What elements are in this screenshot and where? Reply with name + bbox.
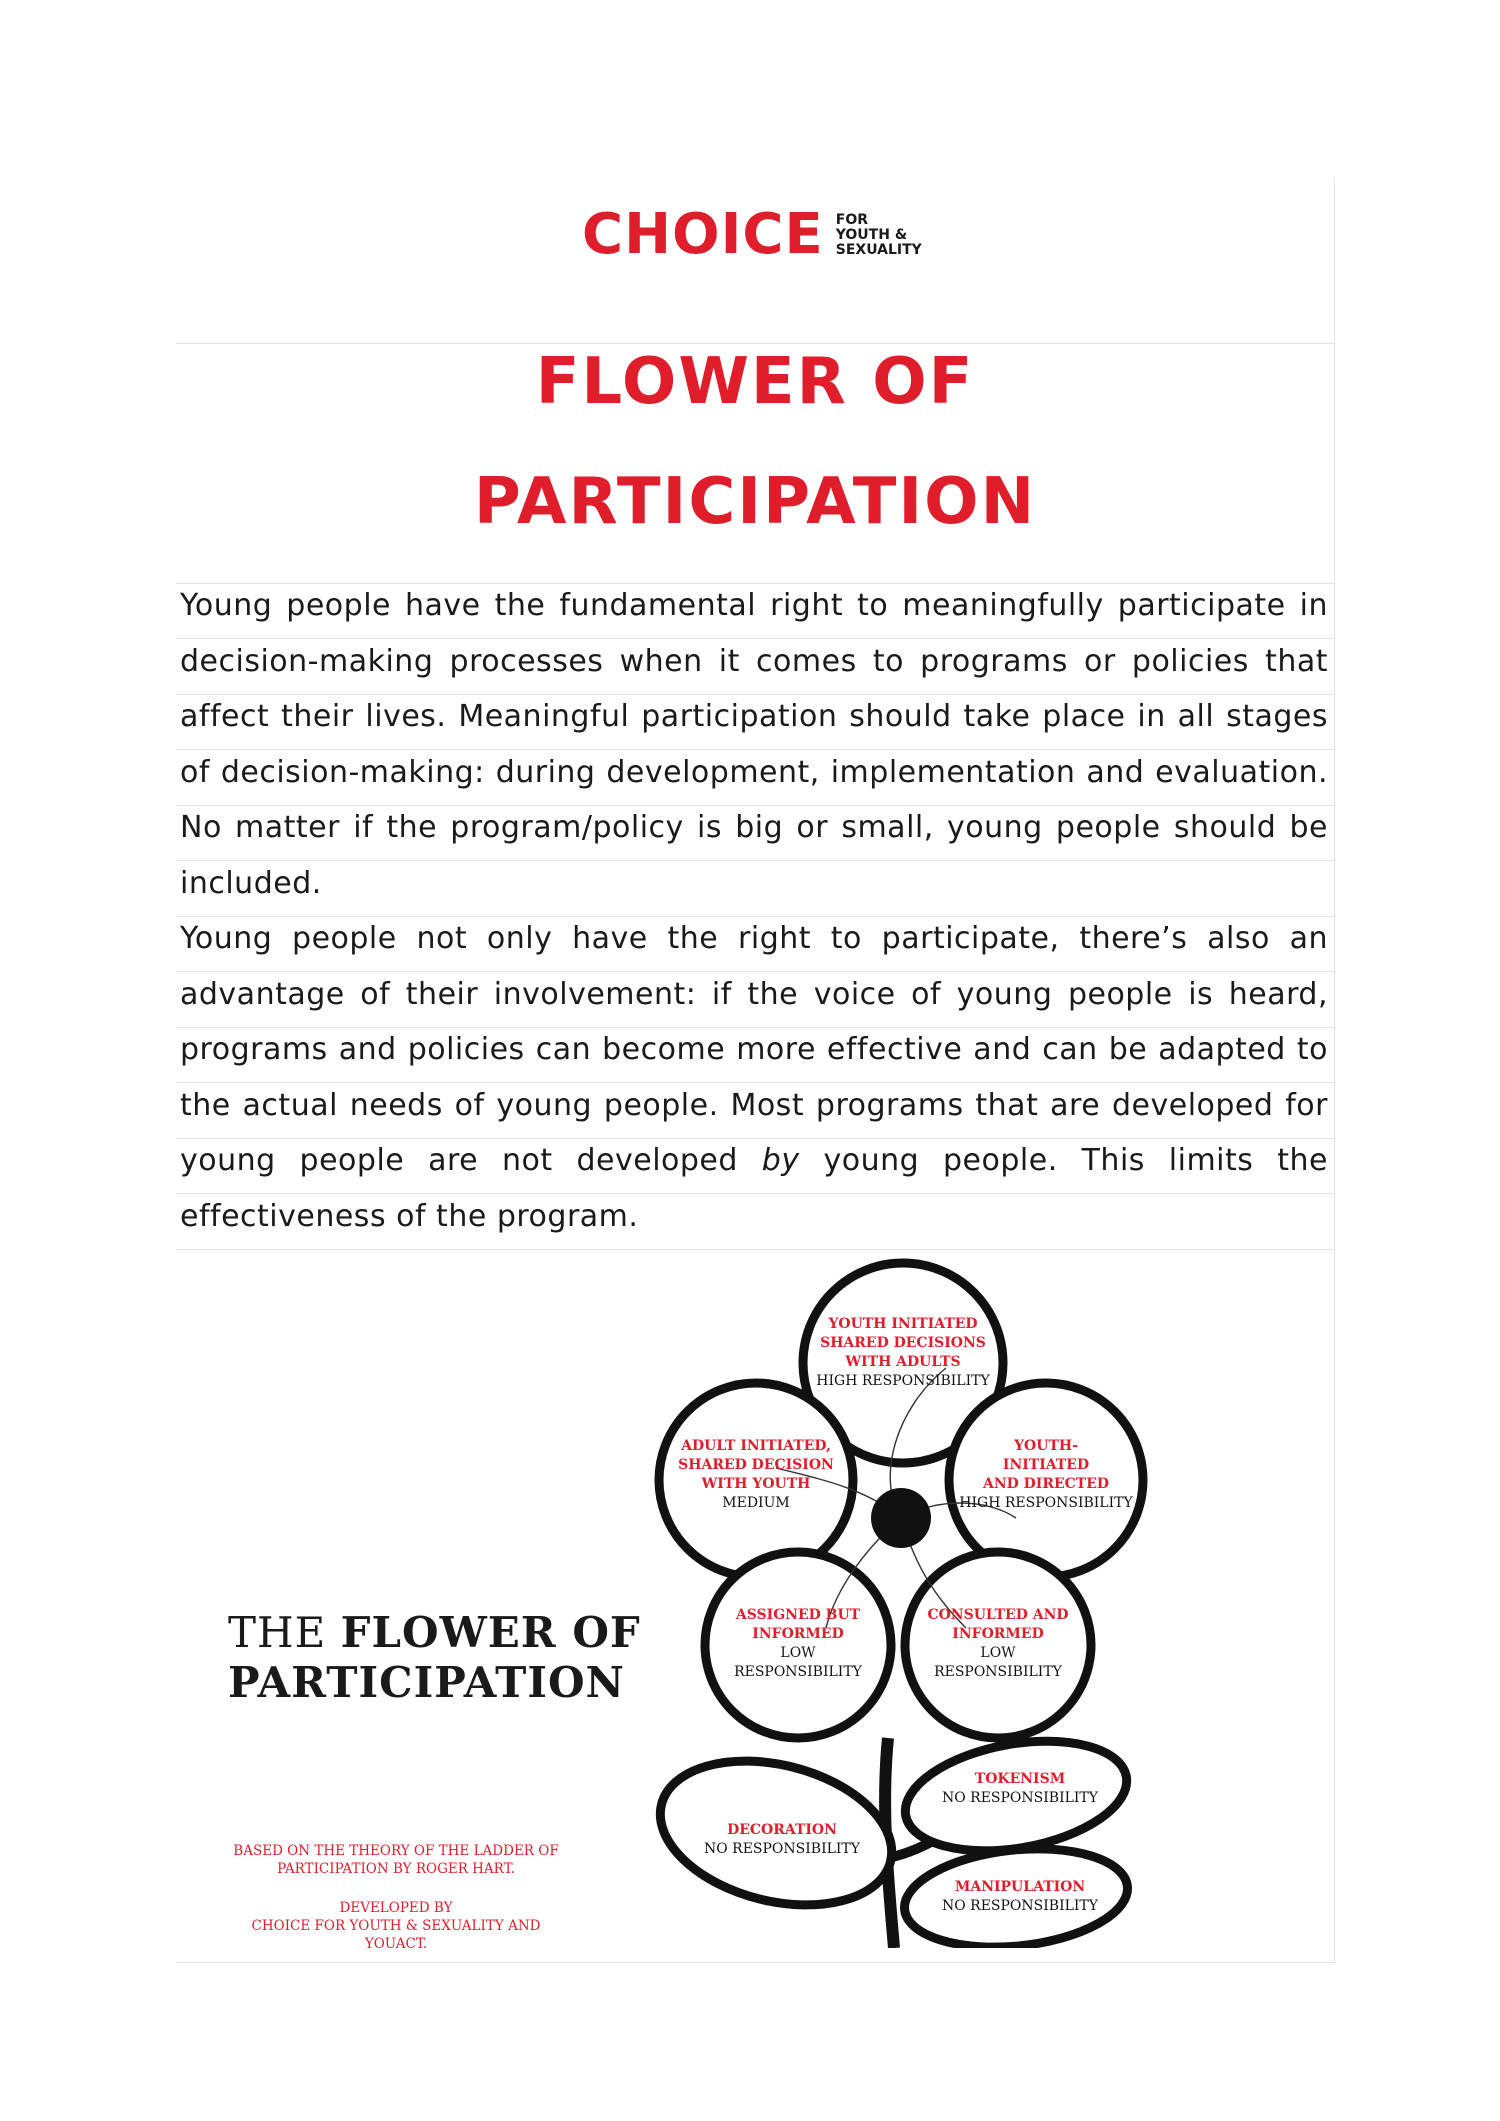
body-text xyxy=(180,578,1328,1244)
leaf-manipulation-label: MANIPULATION xyxy=(954,1879,1086,1895)
petal-right-label-3: AND DIRECTED xyxy=(982,1476,1110,1492)
petal-right-label-2: INITIATED xyxy=(1002,1457,1090,1473)
page-title-line-1: FLOWER OF xyxy=(535,345,975,419)
petal-left-level: MEDIUM xyxy=(722,1495,790,1511)
figure-title-bold-2: PARTICIPATION xyxy=(228,1658,625,1707)
note-line: BASED ON THE THEORY OF THE LADDER OF xyxy=(233,1843,559,1859)
note-line: CHOICE FOR YOUTH & SEXUALITY AND YOUACT. xyxy=(251,1918,541,1952)
leaf-decoration-label: DECORATION xyxy=(727,1822,837,1838)
leaf-tokenism-level: NO RESPONSIBILITY xyxy=(941,1790,1099,1806)
petal-lower-right-label-2: INFORMED xyxy=(952,1626,1044,1642)
petal-top-label-2: SHARED DECISIONS xyxy=(820,1335,986,1351)
petal-top-label-3: WITH ADULTS xyxy=(845,1354,961,1370)
leaf-tokenism-label: TOKENISM xyxy=(974,1771,1066,1787)
petal-lower-left-label-2: INFORMED xyxy=(752,1626,844,1642)
figure-title-thin: THE xyxy=(228,1608,327,1657)
page-title-line-2: PARTICIPATION xyxy=(473,465,1037,539)
logo-tagline-line: YOUTH & xyxy=(835,226,908,243)
leaf-decoration-level: NO RESPONSIBILITY xyxy=(703,1841,861,1857)
note-line: PARTICIPATION BY ROGER HART. xyxy=(277,1861,515,1877)
petal-lower-right-level-1: LOW xyxy=(980,1645,1016,1661)
body-paragraph-2-emphasis: by xyxy=(761,1143,800,1178)
petal-left-label-3: WITH YOUTH xyxy=(701,1476,811,1492)
body-paragraph-2 xyxy=(180,911,1328,1244)
logo-tagline-line: SEXUALITY xyxy=(835,241,922,258)
petal-top-label-1: YOUTH INITIATED xyxy=(828,1316,978,1332)
body-paragraph-2-start: Young people not only have the right to participate, there’s also an advantage of their involvement: if the voice of young people is heard, programs and policies can become more effective and can be adapted to the actual needs of young people. Most programs that are developed for young people are not developed xyxy=(180,921,1328,1178)
flower-figure xyxy=(176,1248,1334,1952)
divider xyxy=(176,343,1334,344)
logo-tagline xyxy=(836,213,922,258)
petal-right-label-1: YOUTH- xyxy=(1014,1438,1078,1454)
logo-tagline-line: FOR xyxy=(835,211,869,228)
figure-title-bold-1: FLOWER OF xyxy=(340,1608,641,1657)
petal-top-level: HIGH RESPONSIBILITY xyxy=(816,1373,990,1389)
note-line: DEVELOPED BY xyxy=(339,1900,453,1916)
petal-lower-left-level-2: RESPONSIBILITY xyxy=(734,1664,862,1680)
petal-left-label-2: SHARED DECISION xyxy=(678,1457,834,1473)
flower-diagram xyxy=(176,1248,1334,1948)
petal-right-level: HIGH RESPONSIBILITY xyxy=(959,1495,1133,1511)
petal-lower-left-label-1: ASSIGNED BUT xyxy=(735,1607,861,1623)
logo-wordmark: CHOICE xyxy=(582,202,824,267)
body-paragraph-1: Young people have the fundamental right to meaningfully participate in decision-making processes when it comes to programs or policies that affect their lives. Meaningful participation should take place in all stages of decision-making: during development, implementation and evaluation. No matter if the program/policy is big or small, young people should be included. xyxy=(180,588,1328,901)
petal-lower-left-level-1: LOW xyxy=(780,1645,816,1661)
leaf-manipulation-level: NO RESPONSIBILITY xyxy=(941,1898,1099,1914)
choice-logo xyxy=(582,202,922,267)
petal-left-label-1: ADULT INITIATED, xyxy=(681,1438,831,1454)
flower-center xyxy=(871,1488,931,1548)
petal-lower-right-level-2: RESPONSIBILITY xyxy=(934,1664,1062,1680)
body-paragraph-2-end: young people. This limits the effectiveness of the program. xyxy=(180,1143,1328,1234)
petal-lower-right-label-1: CONSULTED AND xyxy=(927,1607,1069,1623)
